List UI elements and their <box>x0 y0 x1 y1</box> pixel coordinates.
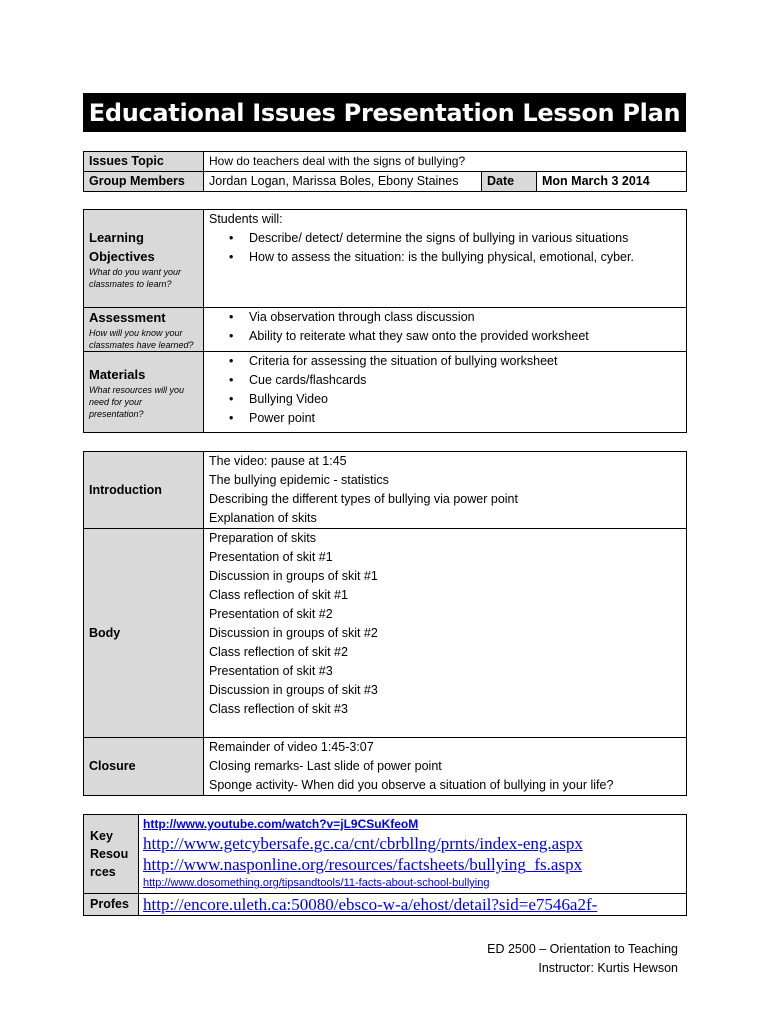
key-resources-content <box>139 815 687 894</box>
list-item: Discussion in groups of skit #1 <box>209 569 378 583</box>
group-members-value: Jordan Logan, Marissa Boles, Ebony Staines <box>204 172 482 192</box>
list-item: The video: pause at 1:45 <box>209 454 347 468</box>
list-item: Preparation of skits <box>209 531 316 545</box>
topic-table <box>83 151 687 192</box>
profes-label: Profes <box>84 894 139 916</box>
closure-content <box>204 738 687 796</box>
footer <box>487 940 678 978</box>
resource-link-getcybersafe[interactable]: http://www.getcybersafe.gc.ca/cnt/cbrbllng/prnts/index-eng.aspx <box>143 834 583 853</box>
list-item: Class reflection of skit #1 <box>209 588 348 602</box>
learning-objectives-cell <box>84 210 204 308</box>
list-item: • Via observation through class discussion <box>249 308 681 327</box>
list-item: Closing remarks- Last slide of power point <box>209 759 442 773</box>
materials-hint: What resources will you need for your presentation? <box>89 384 185 419</box>
closure-label: Closure <box>84 738 204 796</box>
body-label: Body <box>84 529 204 738</box>
list-item: Remainder of video 1:45-3:07 <box>209 740 374 754</box>
assessment-content <box>204 308 687 352</box>
resource-link-encore[interactable]: http://encore.uleth.ca:50080/ebsco-w-a/ehost/detail?sid=e7546a2f- <box>143 895 598 914</box>
learning-objectives-list <box>209 229 681 267</box>
date-label: Date <box>482 172 537 192</box>
lesson-table <box>83 451 687 796</box>
list-item: • Bullying Video <box>249 390 681 409</box>
list-item: Presentation of skit #2 <box>209 607 333 621</box>
list-item: Class reflection of skit #2 <box>209 645 348 659</box>
list-item: The bullying epidemic - statistics <box>209 473 389 487</box>
group-members-label: Group Members <box>84 172 204 192</box>
list-item: Sponge activity- When did you observe a situation of bullying in your life? <box>209 778 614 792</box>
learning-objectives-label: Learning Objectives <box>89 229 155 264</box>
materials-cell <box>84 352 204 433</box>
profes-content <box>139 894 687 916</box>
page-title: Educational Issues Presentation Lesson Plan <box>83 93 686 132</box>
plan-table <box>83 209 687 433</box>
list-item: Presentation of skit #1 <box>209 550 333 564</box>
introduction-content <box>204 452 687 529</box>
materials-label: Materials <box>89 366 146 382</box>
materials-content <box>204 352 687 433</box>
list-item: • Describe/ detect/ determine the signs of bullying in various situations <box>249 229 681 248</box>
date-value: Mon March 3 2014 <box>537 172 687 192</box>
materials-list <box>209 352 681 428</box>
resource-link-dosomething[interactable]: http://www.dosomething.org/tipsandtools/11-facts-about-school-bullying <box>143 877 490 889</box>
list-item: Describing the different types of bullying via power point <box>209 492 518 506</box>
introduction-label: Introduction <box>84 452 204 529</box>
assessment-hint: How will you know your classmates have learned? <box>89 328 194 350</box>
list-item: Presentation of skit #3 <box>209 664 333 678</box>
body-content <box>204 529 687 738</box>
learning-objectives-hint: What do you want your classmates to learn? <box>89 266 182 289</box>
key-resources-label: Key Resou rces <box>84 815 139 894</box>
students-will-text: Students will: <box>209 212 283 226</box>
instructor-name: Instructor: Kurtis Hewson <box>538 961 678 975</box>
resource-link-youtube[interactable]: http://www.youtube.com/watch?v=jL9CSuKfeoM <box>143 817 419 831</box>
resources-table <box>83 814 687 916</box>
course-name: ED 2500 – Orientation to Teaching <box>487 942 678 956</box>
list-item: • Power point <box>249 409 681 428</box>
list-item: • Cue cards/flashcards <box>249 371 681 390</box>
assessment-label: Assessment <box>89 310 166 325</box>
list-item: • Ability to reiterate what they saw onto the provided worksheet <box>249 327 681 346</box>
list-item: • How to assess the situation: is the bullying physical, emotional, cyber. <box>249 248 681 267</box>
list-item: • Criteria for assessing the situation of bullying worksheet <box>249 352 681 371</box>
assessment-list <box>209 308 681 346</box>
assessment-cell <box>84 308 204 352</box>
list-item: Class reflection of skit #3 <box>209 702 348 716</box>
issues-topic-value: How do teachers deal with the signs of bullying? <box>204 152 687 172</box>
learning-objectives-content <box>204 210 687 308</box>
list-item: Explanation of skits <box>209 511 317 525</box>
list-item: Discussion in groups of skit #3 <box>209 683 378 697</box>
list-item: Discussion in groups of skit #2 <box>209 626 378 640</box>
issues-topic-label: Issues Topic <box>84 152 204 172</box>
resource-link-nasponline[interactable]: http://www.nasponline.org/resources/factsheets/bullying_fs.aspx <box>143 855 583 874</box>
